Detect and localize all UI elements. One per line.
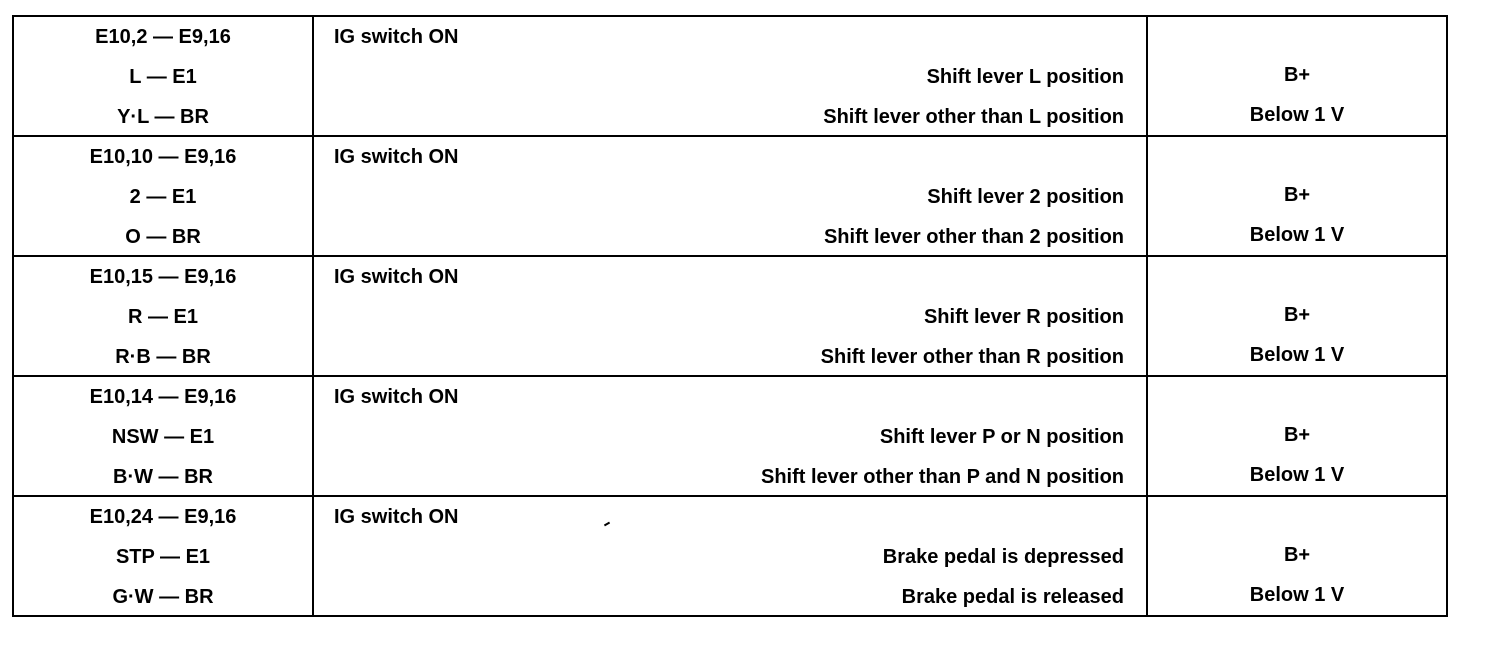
spec-on: B+ [1283, 424, 1311, 446]
condition-cell [314, 257, 1148, 375]
spec-blank [1148, 137, 1446, 175]
condition-main: IG switch ON [334, 266, 459, 288]
spec-off: Below 1 V [1249, 224, 1345, 246]
terminal-pair: E10,15 — E9,16 [89, 266, 237, 288]
spec-off: Below 1 V [1249, 584, 1345, 606]
table-row [14, 257, 1446, 377]
spec-blank [1148, 17, 1446, 55]
terminal-symbol: L — E1 [129, 66, 197, 88]
wire-color: G·W — BR [112, 586, 214, 608]
terminal-cell [14, 17, 314, 135]
condition-on: Shift lever P or N position [879, 426, 1124, 448]
spec-off: Below 1 V [1249, 104, 1345, 126]
table-row [14, 17, 1446, 137]
condition-cell [314, 377, 1148, 495]
spec-blank [1148, 497, 1446, 535]
wire-color: O — BR [125, 226, 201, 248]
terminal-pair: E10,24 — E9,16 [89, 506, 237, 528]
condition-cell [314, 17, 1148, 135]
condition-main: IG switch ON [334, 506, 459, 528]
condition-on: Shift lever 2 position [927, 186, 1124, 208]
spec-off: Below 1 V [1249, 344, 1345, 366]
spec-blank [1148, 377, 1446, 415]
spec-on: B+ [1283, 184, 1311, 206]
wire-color: R·B — BR [115, 346, 211, 368]
condition-main: IG switch ON [334, 146, 459, 168]
terminal-cell [14, 137, 314, 255]
condition-on: Shift lever R position [923, 306, 1124, 328]
wire-color: Y·L — BR [117, 106, 209, 128]
spec-on: B+ [1283, 304, 1311, 326]
condition-off: Shift lever other than P and N position [761, 466, 1124, 488]
condition-off: Shift lever other than R position [820, 346, 1124, 368]
terminal-pair: E10,10 — E9,16 [89, 146, 237, 168]
terminal-symbol: STP — E1 [115, 546, 211, 568]
condition-off: Shift lever other than L position [823, 106, 1124, 128]
condition-cell [314, 137, 1148, 255]
spec-blank [1148, 257, 1446, 295]
terminal-pair: E10,2 — E9,16 [95, 26, 231, 48]
terminal-symbol: 2 — E1 [129, 186, 197, 208]
terminal-cell [14, 497, 314, 615]
condition-main: IG switch ON [334, 26, 459, 48]
condition-off: Shift lever other than 2 position [823, 226, 1124, 248]
terminal-pair: E10,14 — E9,16 [89, 386, 237, 408]
spec-cell [1148, 377, 1446, 495]
condition-on: Shift lever L position [926, 66, 1124, 88]
spec-cell [1148, 17, 1446, 135]
spec-off: Below 1 V [1249, 464, 1345, 486]
condition-off: Brake pedal is released [901, 586, 1124, 608]
table-row [14, 377, 1446, 497]
terminal-symbol: NSW — E1 [111, 426, 215, 448]
table-row [14, 497, 1446, 615]
spec-on: B+ [1283, 544, 1311, 566]
spec-cell [1148, 137, 1446, 255]
condition-main: IG switch ON [334, 386, 459, 408]
terminal-cell [14, 257, 314, 375]
spec-cell [1148, 257, 1446, 375]
condition-cell [314, 497, 1148, 615]
spec-cell [1148, 497, 1446, 615]
table-row [14, 137, 1446, 257]
terminal-symbol: R — E1 [127, 306, 199, 328]
terminal-cell [14, 377, 314, 495]
spec-on: B+ [1283, 64, 1311, 86]
condition-on: Brake pedal is depressed [882, 546, 1124, 568]
terminal-voltage-table [12, 15, 1448, 617]
wire-color: B·W — BR [113, 466, 213, 488]
